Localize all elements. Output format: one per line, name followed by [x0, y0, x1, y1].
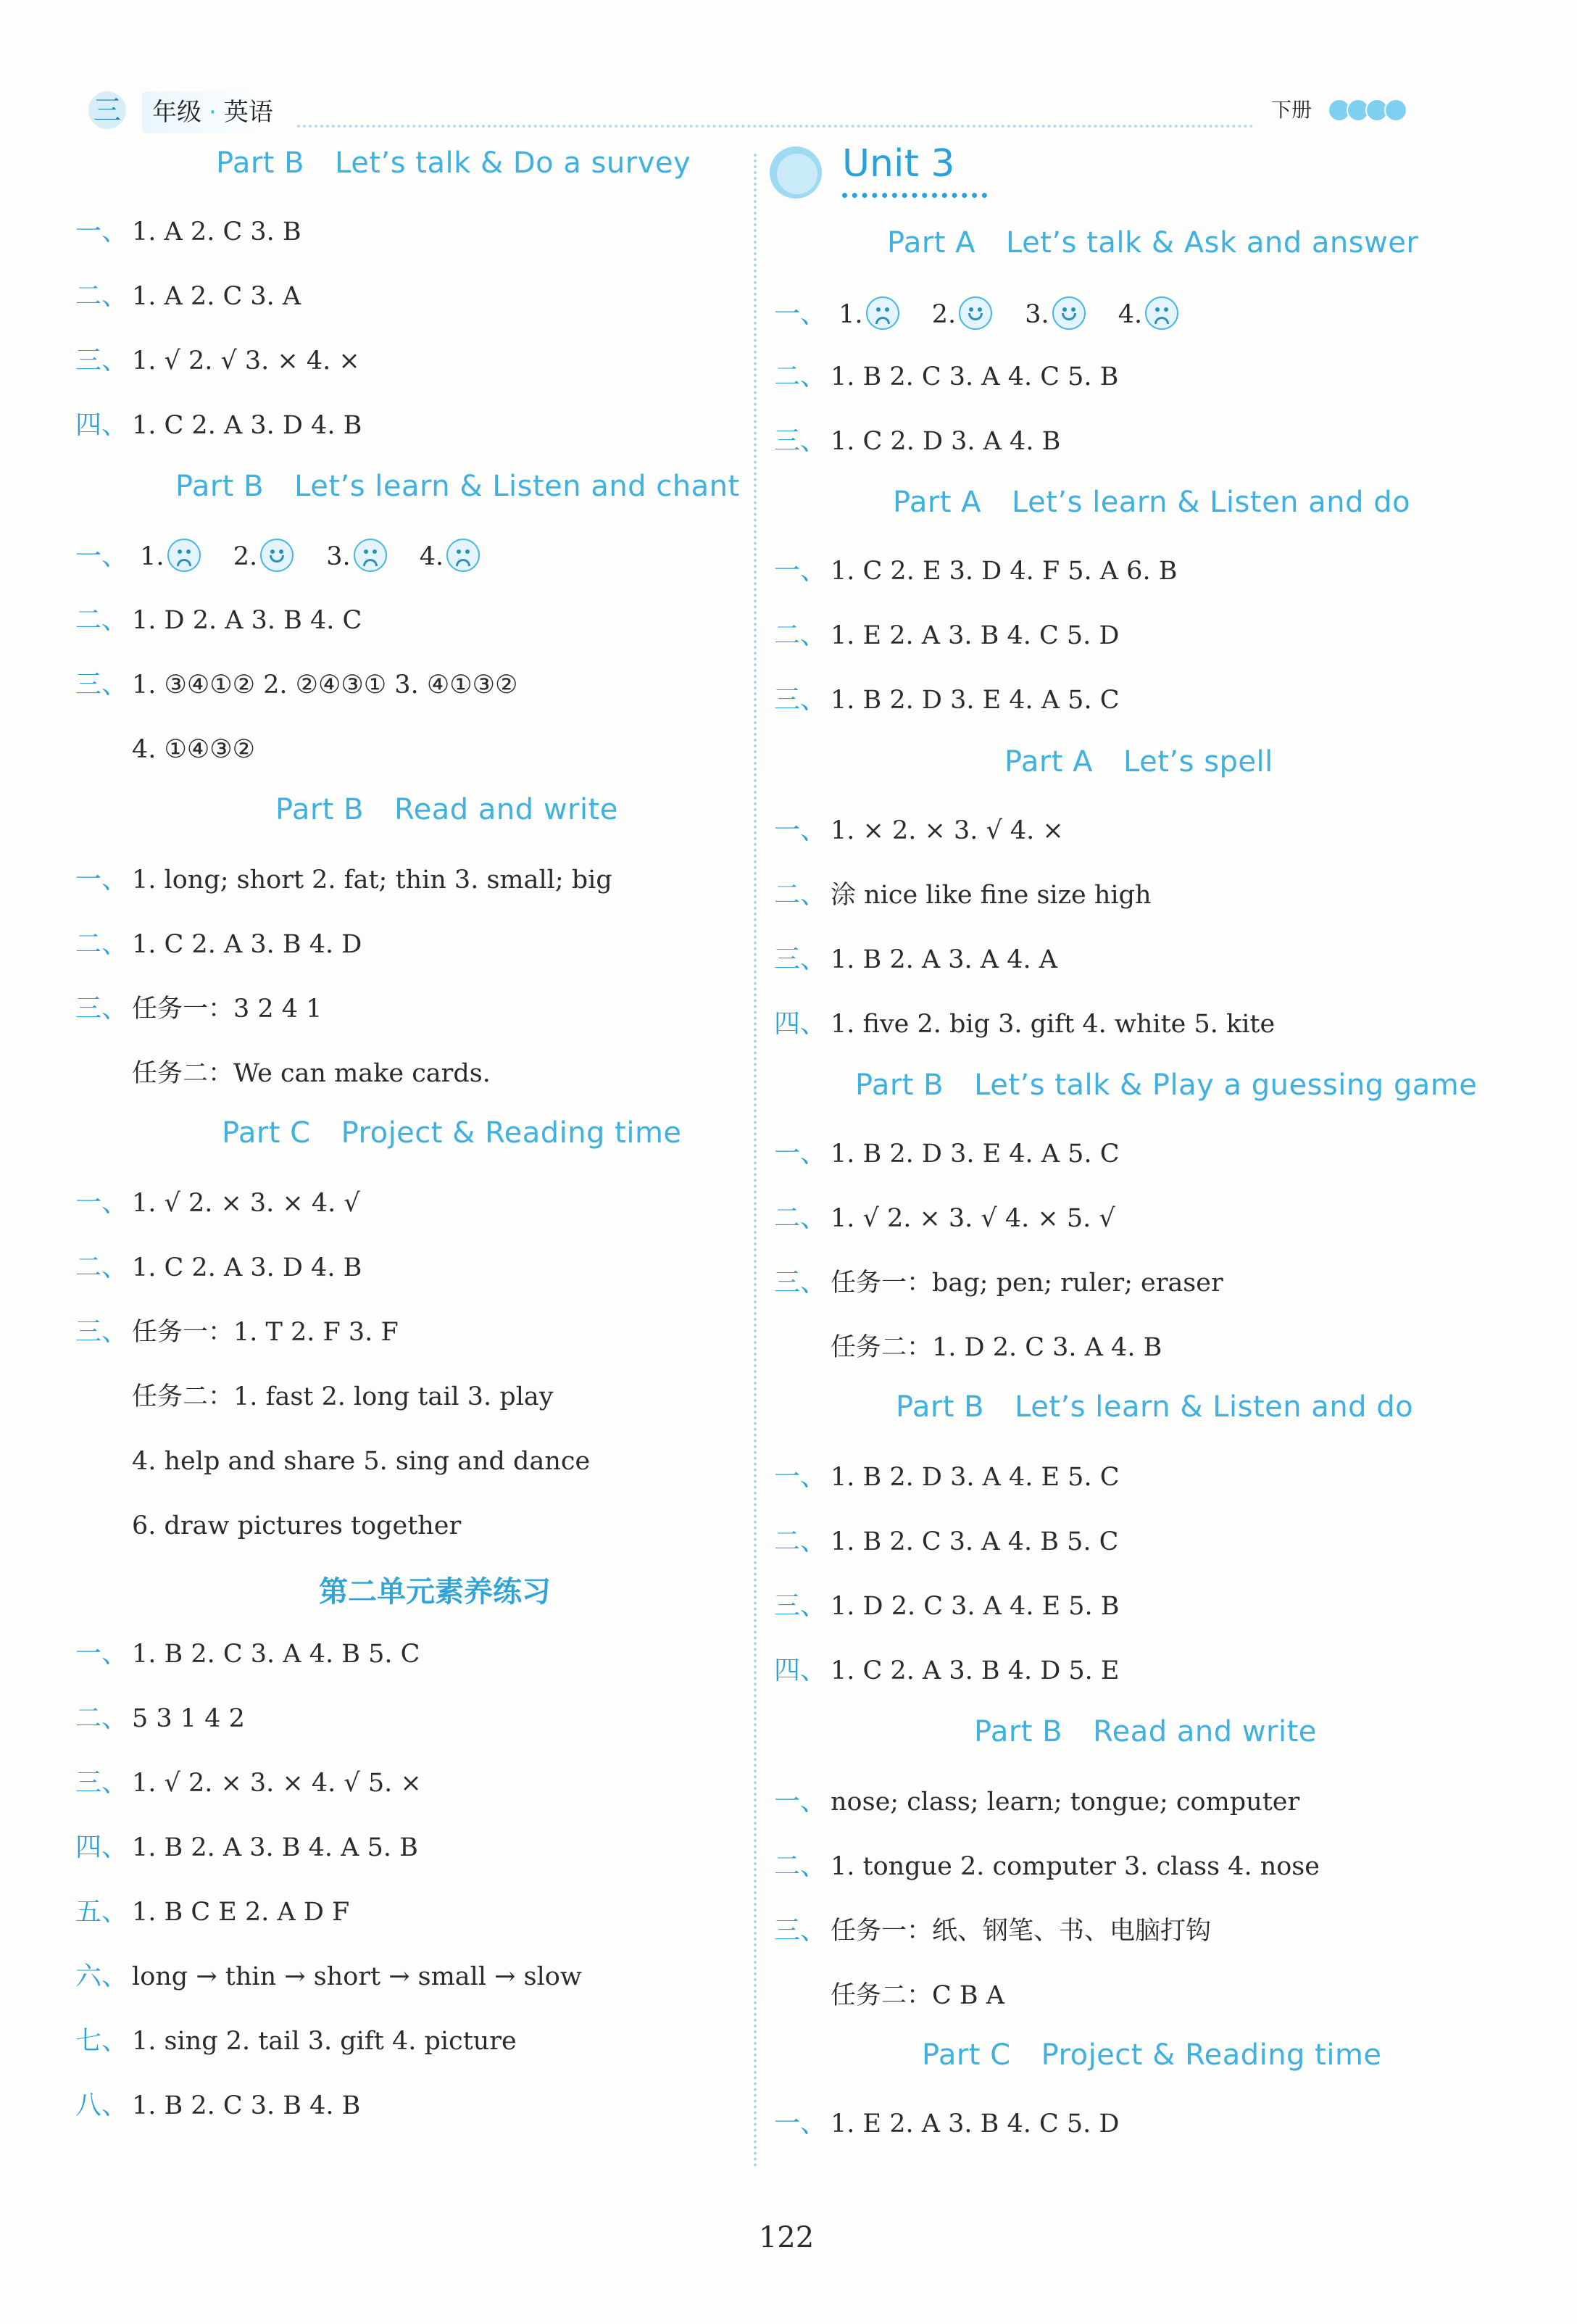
section-name: Let’s learn & Listen and do: [1012, 486, 1411, 519]
section-title: [175, 470, 740, 503]
question-number: 一、: [774, 1139, 827, 1169]
sad-face-icon: [446, 539, 480, 572]
answer-text: 1. tongue 2. computer 3. class 4. nose: [831, 1852, 1320, 1881]
answer-row: [75, 342, 360, 380]
answer-row: [774, 1912, 1211, 1950]
answer-row: [774, 1652, 1119, 1690]
answer-text: 1. ③④①② 2. ②④③① 3. ④①③②: [132, 671, 518, 700]
answer-text: 1. C 2. A 3. B 4. D: [132, 930, 362, 959]
answer-text: 1. × 2. × 3. √ 4. ×: [831, 816, 1064, 845]
answer-row: [774, 2105, 1119, 2143]
answer-row: [75, 861, 612, 899]
section-part: Part A: [887, 226, 976, 260]
answer-text: 1. B 2. C 3. B 4. B: [132, 2091, 361, 2120]
answer-row: [75, 1958, 582, 1996]
section-part: Part B: [216, 146, 305, 180]
answer-text: 1. B 2. D 3. E 4. A 5. C: [831, 686, 1120, 715]
answer-text: 1. B 2. C 3. A 4. B 5. C: [831, 1527, 1119, 1556]
question-number: 三、: [774, 426, 827, 456]
sad-face-icon: [1145, 296, 1178, 330]
section-name: Read and write: [1093, 1715, 1317, 1748]
answer-text: 任务一：1. T 2. F 3. F: [132, 1318, 399, 1347]
face-label: 2.: [931, 300, 957, 329]
happy-face-icon: [1052, 296, 1086, 330]
section-part: Part B: [896, 1390, 985, 1424]
answer-text: 1. sing 2. tail 3. gift 4. picture: [132, 2027, 517, 2056]
section-title: [896, 1390, 1413, 1424]
answer-row: [75, 1378, 554, 1416]
section-part: Part A: [893, 486, 982, 519]
question-number: 一、: [774, 2109, 827, 2138]
subject-text: 英语: [223, 98, 273, 127]
section-name: Let’s spell: [1123, 745, 1273, 779]
section-name: Let’s talk & Ask and answer: [1006, 226, 1419, 260]
answer-row: [774, 812, 1064, 850]
answer-text: 1. D 2. C 3. A 4. E 5. B: [831, 1592, 1120, 1621]
answer-row: [774, 1005, 1275, 1043]
answer-text: 1. B 2. C 3. A 4. B 5. C: [132, 1640, 420, 1669]
answer-row: [774, 1977, 1004, 2014]
section-title: [893, 486, 1410, 519]
question-number: 一、: [75, 217, 128, 246]
question-number: 一、: [774, 1462, 827, 1492]
answer-text: 1. √ 2. × 3. √ 4. × 5. √: [831, 1204, 1115, 1233]
answer-text: 1. C 2. A 3. D 4. B: [132, 411, 362, 440]
answer-row: [774, 617, 1119, 655]
question-number: 四、: [774, 1656, 827, 1685]
answer-row: [774, 1458, 1119, 1496]
question-number: 六、: [75, 1962, 128, 1991]
question-number: 三、: [75, 670, 128, 700]
answer-text: long → thin → short → small → slow: [132, 1962, 582, 1991]
section-name: Let’s talk & Do a survey: [335, 146, 691, 180]
question-number: 三、: [774, 1916, 827, 1946]
question-number: 三、: [774, 945, 827, 974]
sad-face-icon: [167, 539, 201, 572]
answer-row: [774, 1264, 1223, 1302]
answer-row: [774, 1329, 1162, 1366]
section-name: Let’s talk & Play a guessing game: [974, 1068, 1478, 1102]
answer-row: [75, 1249, 362, 1287]
answer-row: [75, 213, 301, 251]
answer-row: [774, 941, 1057, 979]
question-number: 五、: [75, 1897, 128, 1927]
section-title: [222, 1116, 682, 1150]
happy-face-icon: [959, 296, 992, 330]
question-number: 一、: [75, 541, 128, 571]
answer-row: [75, 926, 362, 963]
answer-row: [75, 731, 255, 768]
question-number: 三、: [75, 346, 128, 375]
question-number: 二、: [75, 605, 128, 635]
question-number: 二、: [774, 621, 827, 650]
answer-text: 任务二：C B A: [831, 1981, 1005, 2010]
answer-row: [75, 666, 517, 704]
page-number: 122: [758, 2221, 815, 2254]
face-label: 3.: [1025, 300, 1049, 329]
face-label: 1.: [140, 542, 165, 571]
answer-text: 1. A 2. C 3. B: [132, 217, 301, 246]
answer-text: 1. C 2. A 3. B 4. D 5. E: [831, 1656, 1120, 1685]
question-number: 三、: [75, 1317, 128, 1347]
answer-text: 1. D 2. A 3. B 4. C: [132, 606, 362, 635]
question-number: 二、: [75, 1703, 128, 1733]
answer-row: [75, 1829, 418, 1867]
answer-text: 1. C 2. D 3. A 4. B: [831, 427, 1061, 456]
answer-row: [774, 423, 1060, 460]
answer-row: [774, 1588, 1119, 1625]
section-part: Part A: [1004, 745, 1094, 779]
answer-text: 1. C 2. A 3. D 4. B: [132, 1253, 362, 1282]
answer-text: 1. √ 2. × 3. × 4. √ 5. ×: [132, 1769, 422, 1798]
question-number: 二、: [75, 929, 128, 959]
answer-row: [75, 1507, 461, 1545]
section-part: Part B: [855, 1068, 944, 1102]
answer-text: 1. E 2. A 3. B 4. C 5. D: [831, 2109, 1120, 2138]
answer-text: 任务一：纸、钢笔、书、电脑打钩: [831, 1917, 1212, 1946]
question-number: 四、: [75, 410, 128, 440]
question-number: 二、: [774, 362, 827, 391]
answer-row: [75, 278, 301, 315]
question-number: 二、: [774, 1851, 827, 1881]
column-divider: [754, 154, 757, 2169]
question-number: 一、: [75, 865, 128, 895]
answer-row: [774, 552, 1177, 590]
section-title: [1004, 745, 1273, 779]
unit-circle-icon: [770, 146, 828, 204]
question-number: 一、: [774, 556, 827, 586]
answer-text: 任务二：We can make cards.: [132, 1059, 491, 1088]
question-number: 四、: [75, 1833, 128, 1862]
face-label: 2.: [233, 542, 258, 571]
answer-text: 任务二：1. fast 2. long tail 3. play: [132, 1382, 554, 1411]
question-number: 三、: [774, 1268, 827, 1298]
answer-row: [75, 407, 362, 444]
answer-text: 1. long; short 2. fat; thin 3. small; big: [132, 866, 612, 895]
question-number: 一、: [774, 1787, 827, 1817]
question-number: 一、: [774, 816, 827, 845]
question-number: 二、: [75, 1253, 128, 1282]
happy-face-icon: [260, 539, 294, 572]
answer-row: [774, 1200, 1115, 1237]
sad-face-icon: [354, 539, 387, 572]
answer-text: 任务一：bag; pen; ruler; eraser: [831, 1269, 1223, 1298]
header-divider: [297, 125, 1254, 128]
unit-title: Unit 3: [842, 142, 955, 186]
section-name: Project & Reading time: [341, 1116, 682, 1150]
answer-row: [774, 1523, 1118, 1561]
answer-text: 1. B C E 2. A D F: [132, 1898, 350, 1927]
answer-text: 1. √ 2. √ 3. × 4. ×: [132, 346, 360, 375]
answer-row: [774, 1135, 1119, 1173]
section-part: Part B: [974, 1715, 1063, 1748]
answer-row: [774, 1848, 1320, 1885]
faces-row: [774, 296, 1203, 333]
answer-text: 任务二：1. D 2. C 3. A 4. B: [831, 1333, 1162, 1362]
answer-text: 1. B 2. A 3. A 4. A: [831, 945, 1058, 974]
question-number: 三、: [774, 1591, 827, 1621]
section-part: Part C: [222, 1116, 311, 1150]
face-label: 3.: [326, 542, 351, 571]
section-name: Read and write: [394, 793, 618, 826]
grade-text: 年级: [152, 98, 201, 127]
answer-row: [75, 2087, 360, 2125]
answer-text: 1. B 2. A 3. B 4. A 5. B: [132, 1833, 418, 1862]
answer-row: [75, 1443, 590, 1480]
section-name: Project & Reading time: [1041, 2038, 1382, 2072]
answer-text: 6. draw pictures together: [132, 1511, 462, 1540]
answer-row: [75, 1764, 422, 1802]
face-label: 1.: [839, 300, 863, 329]
question-number: 七、: [75, 2026, 128, 2056]
question-number: 二、: [75, 281, 128, 311]
answer-row: [75, 1893, 349, 1931]
answer-row: [75, 1184, 360, 1222]
answer-text: 1. √ 2. × 3. × 4. √: [132, 1189, 360, 1218]
question-number: 三、: [774, 685, 827, 715]
section-name: Let’s learn & Listen and do: [1015, 1390, 1414, 1424]
answer-text: 1. B 2. C 3. A 4. C 5. B: [831, 362, 1119, 391]
question-number: 二、: [774, 1203, 827, 1233]
answer-text: 4. ①④③②: [132, 735, 256, 764]
section-title-unit-review: 第二单元素养练习: [319, 1574, 551, 1609]
page-header: [0, 0, 1577, 145]
grade-badge: 三: [88, 91, 126, 129]
answer-row: [75, 1055, 491, 1092]
section-name: Let’s learn & Listen and chant: [294, 470, 740, 503]
unit-title-underline: [842, 193, 987, 198]
answer-row: [774, 358, 1118, 396]
section-title: [275, 793, 618, 826]
answer-row: [75, 602, 362, 639]
answer-text: 1. A 2. C 3. A: [132, 282, 301, 311]
faces-row: [75, 538, 504, 576]
section-title: [974, 1715, 1317, 1748]
section-part: Part B: [275, 793, 365, 826]
grade-subject-label: 年级 · 英语: [142, 91, 283, 133]
answer-text: 任务一：3 2 4 1: [132, 995, 323, 1024]
answer-text: nose; class; learn; tongue; computer: [831, 1788, 1300, 1817]
answer-text: 1. C 2. E 3. D 4. F 5. A 6. B: [831, 557, 1178, 586]
question-number: 三、: [75, 1768, 128, 1798]
question-number: 二、: [774, 880, 827, 910]
section-title: [855, 1068, 1477, 1102]
answer-text: 1. B 2. D 3. E 4. A 5. C: [831, 1140, 1120, 1169]
question-number: 八、: [75, 2091, 128, 2120]
answer-row: [774, 681, 1119, 719]
section-part: Part C: [922, 2038, 1011, 2072]
answer-row: [75, 1314, 399, 1351]
question-number: 一、: [75, 1188, 128, 1218]
answer-row: [774, 1783, 1299, 1821]
answer-text: 涂 nice like fine size high: [831, 881, 1152, 910]
answer-text: 1. E 2. A 3. B 4. C 5. D: [831, 621, 1120, 650]
answer-row: [75, 1700, 245, 1738]
face-label: 4.: [419, 542, 444, 571]
answer-row: [75, 990, 322, 1028]
question-number: 一、: [75, 1639, 128, 1669]
section-title: [922, 2038, 1382, 2072]
answer-text: 1. B 2. D 3. A 4. E 5. C: [831, 1463, 1120, 1492]
section-part: Part B: [175, 470, 265, 503]
answer-row: [774, 876, 1152, 914]
question-number: 二、: [774, 1527, 827, 1556]
section-title: [216, 146, 691, 180]
answer-text: 1. five 2. big 3. gift 4. white 5. kite: [831, 1010, 1276, 1039]
sad-face-icon: [866, 296, 899, 330]
answer-row: [75, 1635, 420, 1673]
question-number: 三、: [75, 994, 128, 1024]
answer-row: [75, 2022, 517, 2060]
section-title: [887, 226, 1418, 260]
volume-label: 下册: [1271, 98, 1312, 122]
answer-text: 4. help and share 5. sing and dance: [132, 1447, 591, 1476]
question-number: 一、: [774, 299, 827, 329]
question-number: 四、: [774, 1009, 827, 1039]
answer-text: 5 3 1 4 2: [132, 1704, 245, 1733]
decorative-dots-icon: [1328, 99, 1403, 120]
face-label: 4.: [1118, 300, 1143, 329]
